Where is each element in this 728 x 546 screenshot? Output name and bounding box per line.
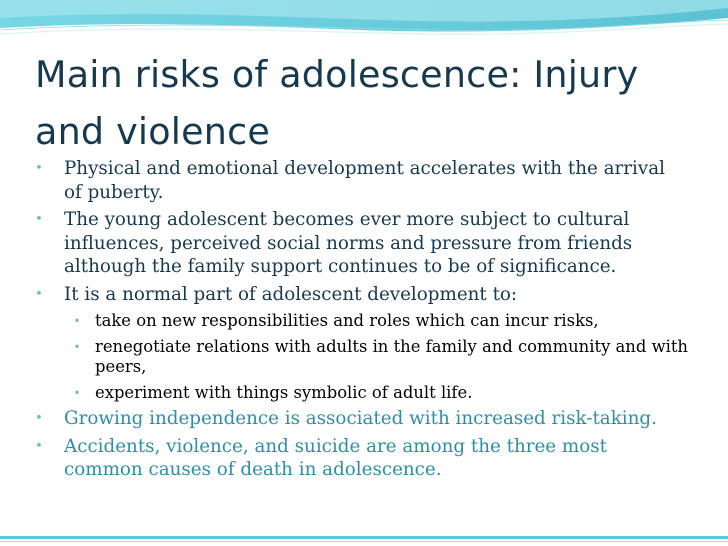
bullet-text: Growing independence is associated with increased risk-taking. <box>64 408 657 429</box>
bullet-item <box>35 283 688 307</box>
sub-bullet-text: renegotiate relations with adults in the family and community and with peers, <box>95 336 688 376</box>
footer-accent-line <box>0 536 728 539</box>
bullet-icon: • <box>35 411 43 426</box>
bullet-text: The young adolescent becomes ever more subject to cultural influences, perceived social norms and pressure from friends although the family support continues to be of significance. <box>64 209 633 277</box>
footer-accent-line-thin <box>0 541 728 542</box>
bullet-icon: • <box>35 438 43 454</box>
sub-bullet-icon: • <box>73 314 81 328</box>
sub-bullet-text: take on new responsibilities and roles which can incur risks, <box>95 311 599 330</box>
sub-bullet-item <box>73 311 688 332</box>
bullet-text: It is a normal part of adolescent development to: <box>64 283 518 305</box>
bullet-icon: • <box>35 212 43 227</box>
bullet-item <box>35 208 688 279</box>
sub-bullet-item <box>73 382 688 404</box>
sub-bullet-text: experiment with things symbolic of adult life. <box>95 382 473 402</box>
bullet-icon: • <box>35 161 43 176</box>
header-wave-decoration <box>0 0 728 40</box>
bullet-item-highlight <box>35 435 688 482</box>
bullet-item <box>35 157 688 204</box>
bullet-icon: • <box>35 286 43 302</box>
bullet-text: Accidents, violence, and suicide are among the three most common causes of death in adolescence. <box>64 435 608 480</box>
sub-bullet-icon: • <box>73 385 81 400</box>
bullet-text: Physical and emotional development accelerates with the arrival of puberty. <box>64 158 665 203</box>
slide-title: Main risks of adolescence: Injury and violence <box>35 53 639 153</box>
sub-bullet-item <box>73 336 688 378</box>
sub-bullet-icon: • <box>73 339 81 354</box>
bullet-list <box>0 157 728 486</box>
bullet-item-highlight <box>35 407 688 431</box>
